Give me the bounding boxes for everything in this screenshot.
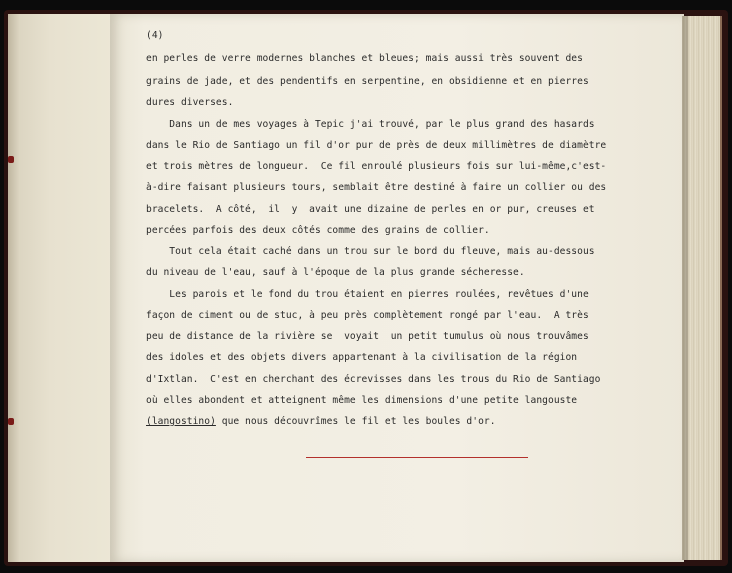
text-line: du niveau de l'eau, sauf à l'époque de la plus grande sécheresse. — [146, 267, 525, 278]
binding-mark — [8, 156, 14, 163]
text-line: peu de distance de la rivière se voyait un petit tumulus où nous trouvâmes — [146, 331, 589, 342]
red-rule — [306, 457, 528, 458]
text-line: façon de ciment ou de stuc, à peu près complètement rongé par l'eau. A très — [146, 310, 589, 321]
text-line: dures diverses. — [146, 97, 234, 108]
left-page-edge — [8, 14, 20, 562]
text-line: en perles de verre modernes blanches et bleues; mais aussi très souvent des — [146, 53, 583, 64]
text-line-last — [146, 416, 496, 427]
text-line: bracelets. A côté, il y avait une dizaine de perles en or pur, creuses et — [146, 204, 595, 215]
underlined-word: (langostino) — [146, 416, 216, 427]
left-page — [8, 14, 115, 562]
text-line: et trois mètres de longueur. Ce fil enroulé plusieurs fois sur lui-même,c'est- — [146, 161, 607, 172]
text-line: Les parois et le fond du trou étaient en pierres roulées, revêtues d'une — [146, 289, 589, 300]
last-line-rest: que nous découvrîmes le fil et les boules d'or. — [215, 416, 496, 427]
text-line: grains de jade, et des pendentifs en serpentine, en obsidienne et en pierres — [146, 76, 589, 87]
page-stack-shadow — [682, 16, 688, 560]
binding-mark — [8, 418, 14, 425]
text-line: dans le Rio de Santiago un fil d'or pur de près de deux millimètres de diamètre — [146, 140, 607, 151]
text-line: des idoles et des objets divers appartenant à la civilisation de la région — [146, 352, 578, 363]
text-line: d'Ixtlan. C'est en cherchant des écrevisses dans les trous du Rio de Santiago — [146, 374, 601, 385]
text-line: à-dire faisant plusieurs tours, semblait être destiné à faire un collier ou des — [146, 182, 607, 193]
text-line: Dans un de mes voyages à Tepic j'ai trouvé, par le plus grand des hasards — [146, 119, 595, 130]
text-line: percées parfois des deux côtés comme des grains de collier. — [146, 225, 490, 236]
page-stack-edge — [682, 16, 722, 560]
page-number: (4) — [146, 30, 164, 41]
text-line: Tout cela était caché dans un trou sur le bord du fleuve, mais au-dessous — [146, 246, 595, 257]
text-line: où elles abondent et atteignent même les dimensions d'une petite langouste — [146, 395, 578, 406]
